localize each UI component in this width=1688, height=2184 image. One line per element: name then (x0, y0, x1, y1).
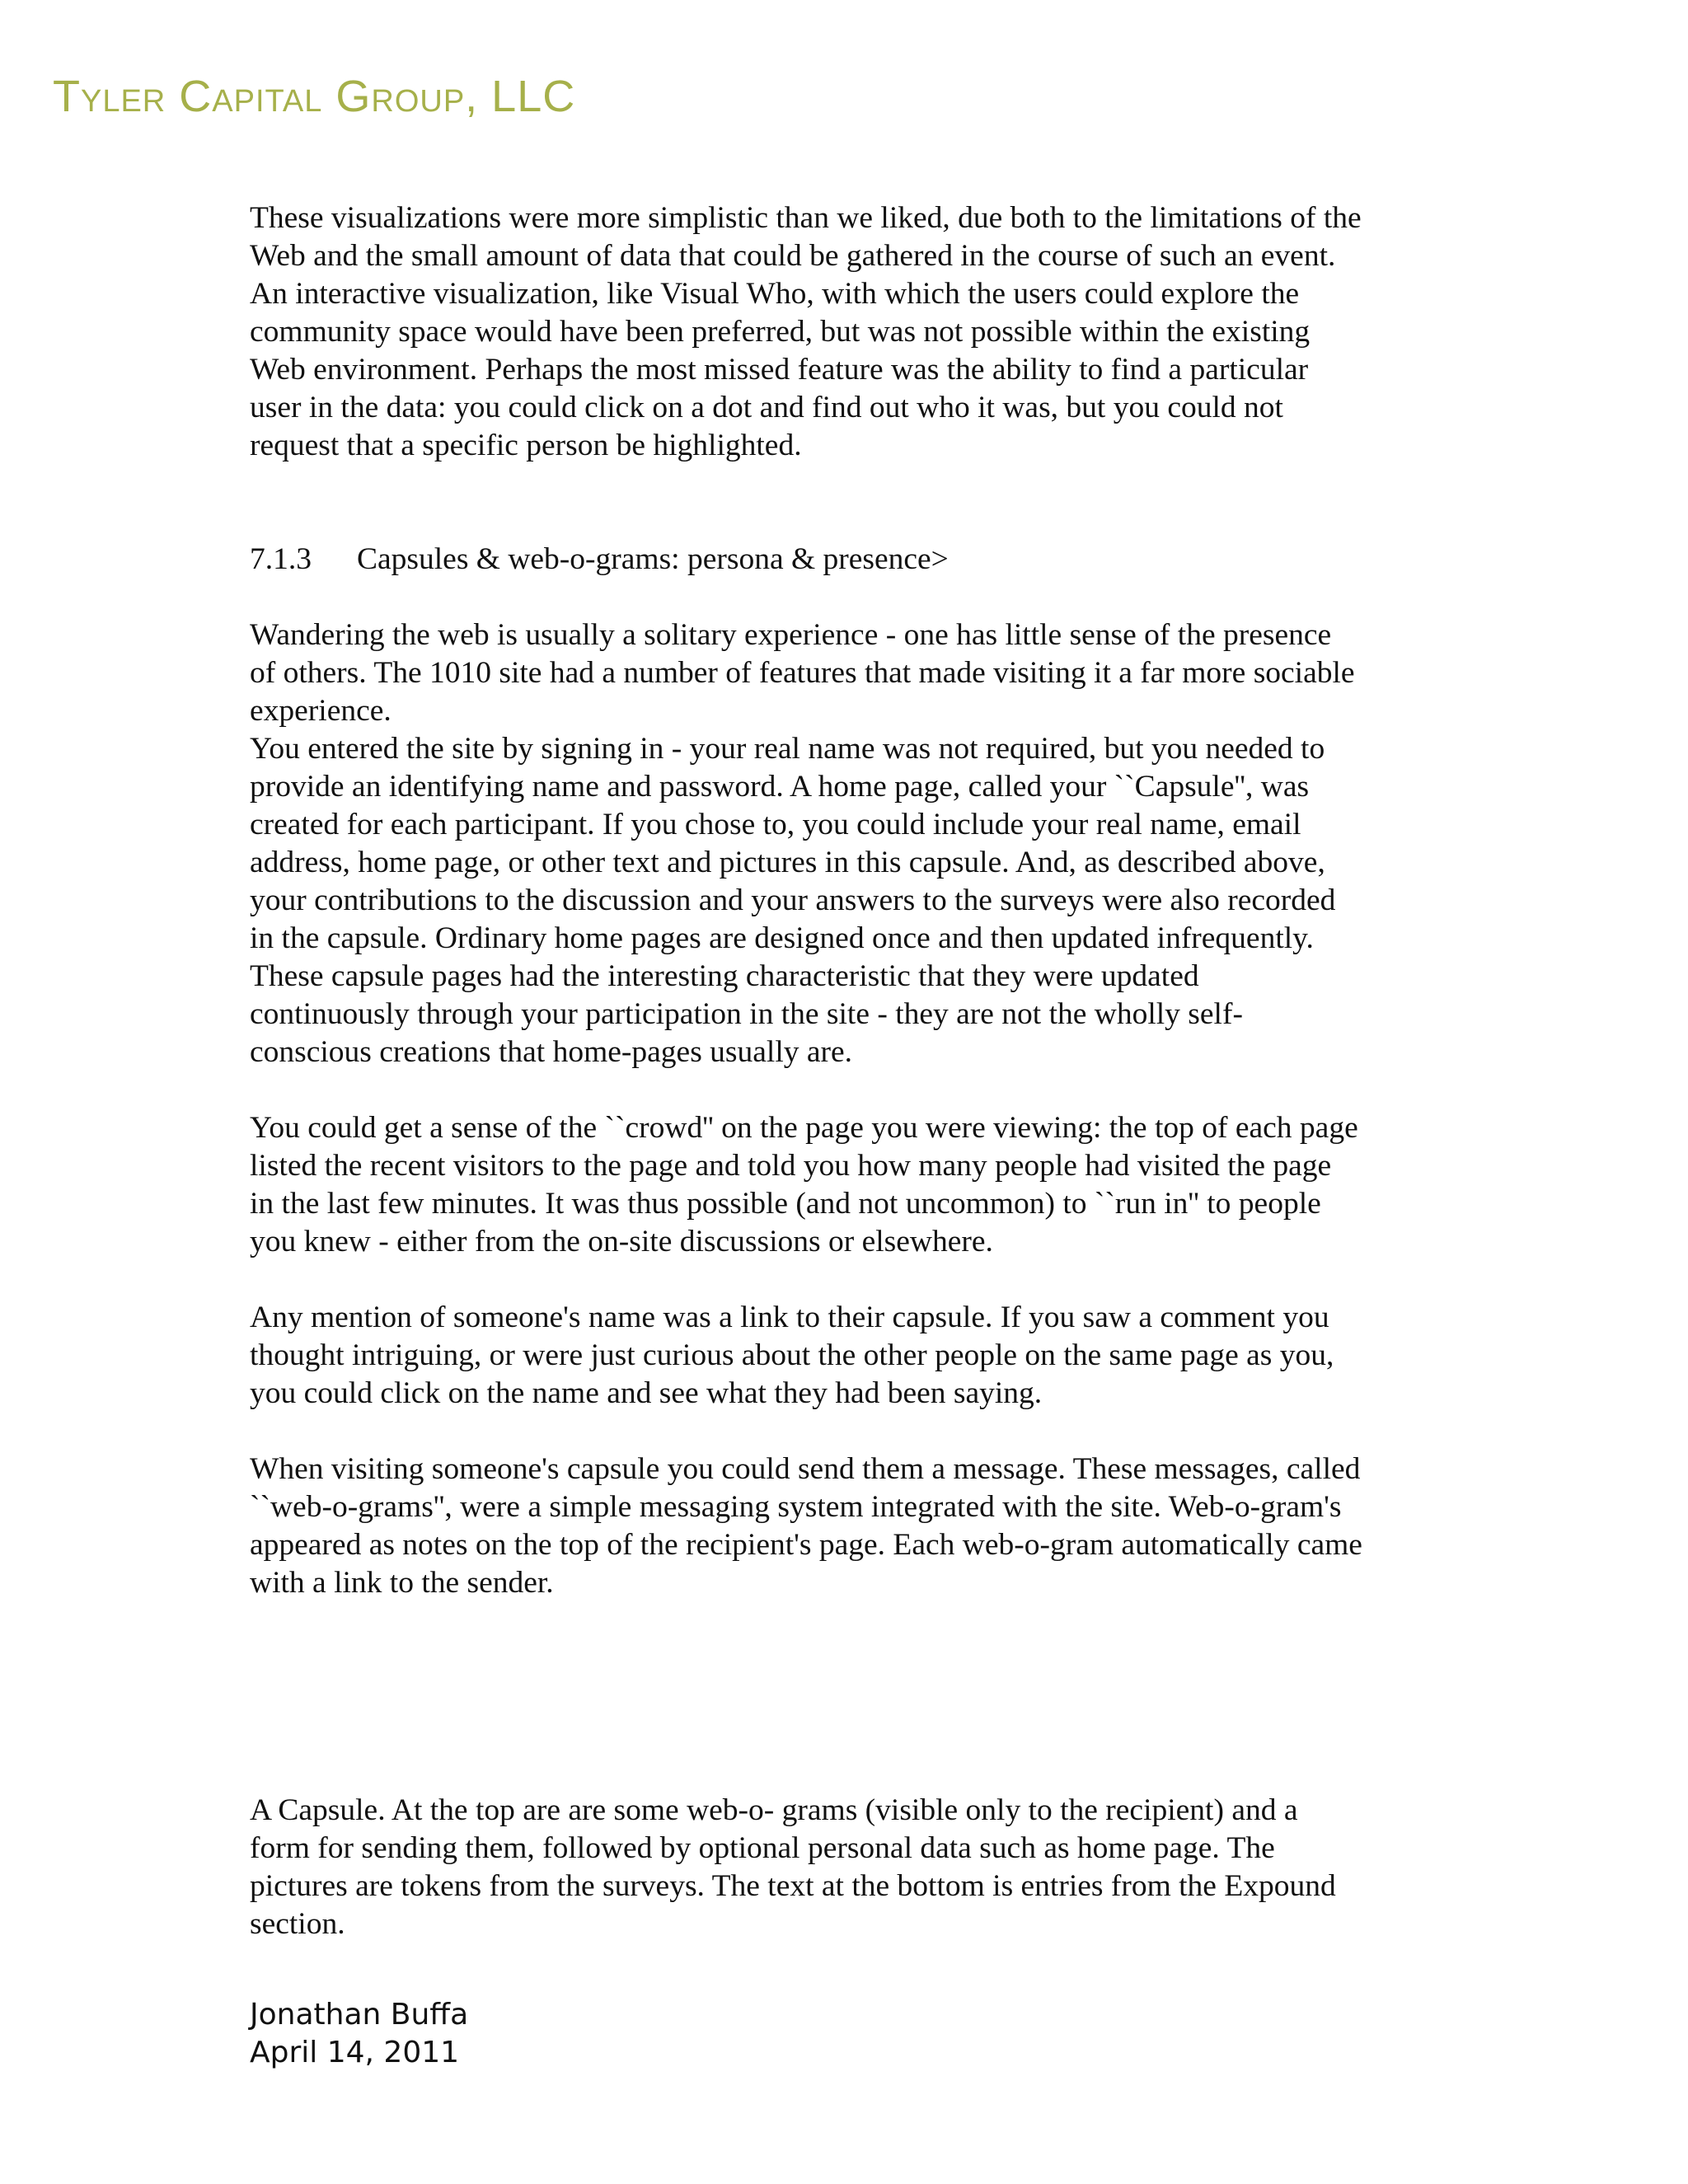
signature-block (250, 1996, 468, 2072)
signature-date: April 14, 2011 (250, 2036, 460, 2069)
spacer (250, 579, 1470, 616)
paragraph-web-o-grams: When visiting someone's capsule you could send them a message. These messages, called ``web-o-grams'', were a simple messaging system integrated with the site. Web-o-gram's appeared as notes on the top of the recipient's page. Each web-o-gram automatically came with a link to the sender. (250, 1452, 1362, 1600)
figure-caption: A Capsule. At the top are are some web-o- grams (visible only to the recipient) and a form for sending them, followed by optional personal data such as home page. The pictures are tokens from the surveys. The text at the bottom is entries from the Expound section. (250, 1793, 1336, 1941)
letterhead-company-name: Tyler Capital Group, LLC (53, 72, 576, 121)
section-number: 7.1.3 (250, 542, 312, 576)
document-body (250, 199, 1470, 1943)
author-name: Jonathan Buffa (250, 1998, 469, 2032)
paragraph-visualizations: These visualizations were more simplistic than we liked, due both to the limitations of the Web and the small amount of data that could be gathered in the course of such an event. An interactive visualization, like Visual Who, with which the users could explore the community space would have been preferred, but was not possible within the existing Web environment. Perhaps the most missed feature was the ability to find a particular user in the data: you could click on a dot and find out who it was, but you could not request that a specific person be highlighted. (250, 201, 1362, 462)
section-heading (250, 541, 1470, 579)
spacer (250, 1413, 1470, 1451)
paragraph-crowd: You could get a sense of the ``crowd'' on the page you were viewing: the top of each page listed the recent visitors to the page and told you how many people had visited the page in the last few minutes. It was thus possible (and not uncommon) to ``run in'' to people you knew - either from the on-site discussions or elsewhere. (250, 1111, 1358, 1258)
paragraph-capsules: Wandering the web is usually a solitary experience - one has little sense of the presence of others. The 1010 site had a number of features that made visiting it a far more sociable experience. You entered the site by signing in - your real name was not required, but you needed to provide an identifying name and password. A home page, called your ``Capsule'', was created for each participant. If you chose to, you could include your real name, email address, home page, or other text and pictures in this capsule. And, as described above, your contributions to the discussion and your answers to the surveys were also recorded in the capsule. Ordinary home pages are designed once and then updated infrequently. These capsule pages had the interesting characteristic that they were updated continuously through your participation in the site - they are not the wholly self- conscious creations that home-pages usually are. (250, 618, 1355, 1069)
spacer (250, 1602, 1470, 1792)
paragraph-name-links: Any mention of someone's name was a link to their capsule. If you saw a comment you thought intriguing, or were just curious about the other people on the same page as you, you could click on the name and see what they had been saying. (250, 1301, 1334, 1410)
spacer (250, 1261, 1470, 1299)
spacer (250, 1071, 1470, 1109)
section-title: Capsules & web-o-grams: persona & presence> (357, 542, 949, 576)
spacer (250, 465, 1470, 541)
